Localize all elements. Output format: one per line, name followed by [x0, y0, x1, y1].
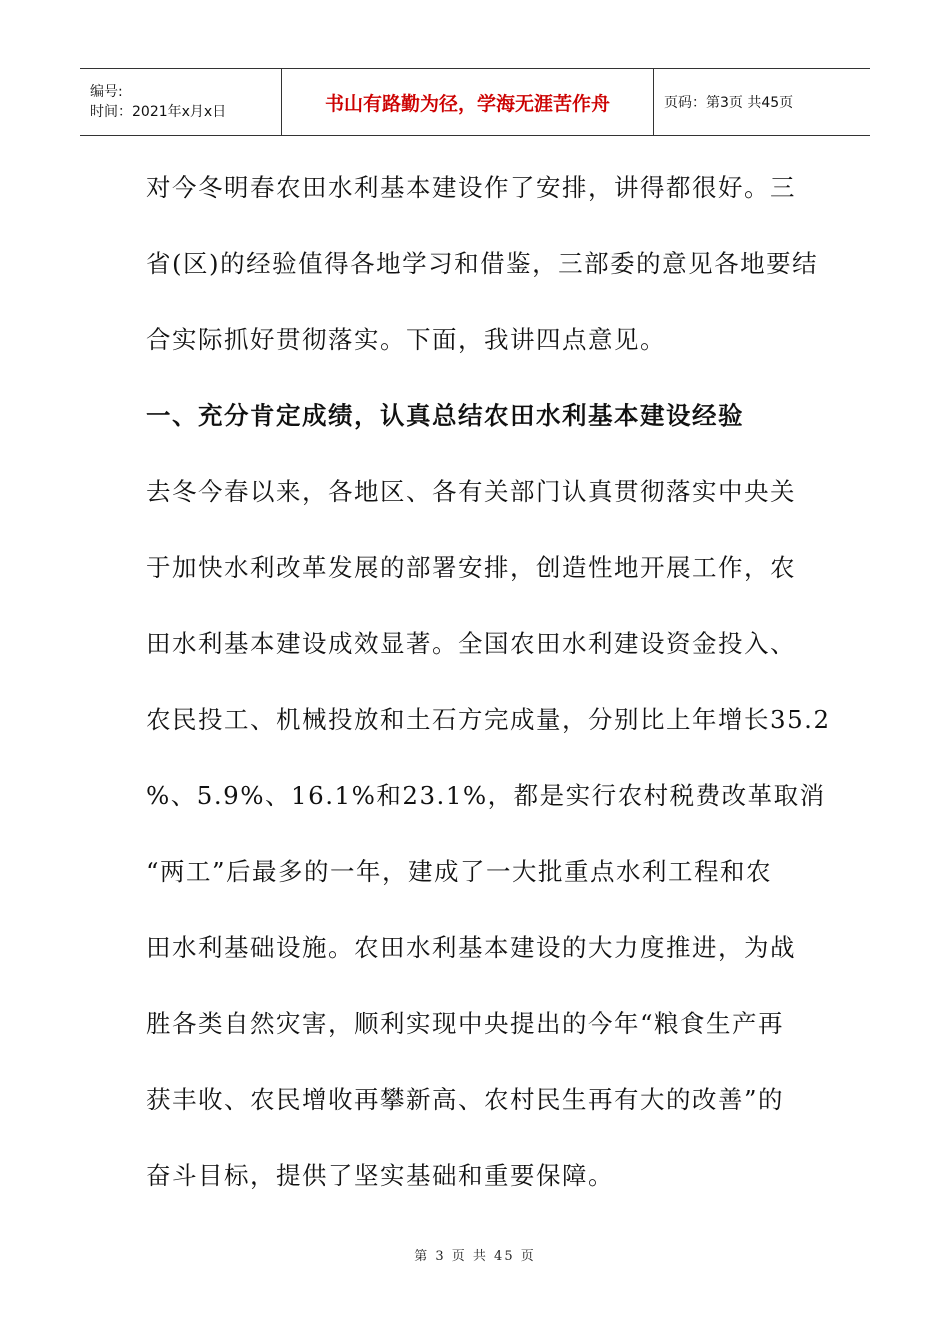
document-date-label: 时间：2021年x月x日 — [90, 104, 227, 120]
section-line: 农民投工、机械投放和土石方完成量，分别比上年增长35.2 — [146, 705, 831, 734]
section-line: 获丰收、农民增收再攀新高、农村民生再有大的改善”的 — [146, 1085, 785, 1114]
section-line: 田水利基础设施。农田水利基本建设的大力度推进，为战 — [146, 933, 796, 962]
section-line: 奋斗目标，提供了坚实基础和重要保障。 — [146, 1161, 614, 1190]
page-footer: 第 3 页 共 45 页 — [414, 1249, 536, 1264]
section-line: 胜各类自然灾害，顺利实现中央提出的今年“粮食生产再 — [146, 1009, 785, 1038]
section-line: 去冬今春以来，各地区、各有关部门认真贯彻落实中央关 — [146, 477, 796, 506]
section-line: %、5.9%、16.1%和23.1%，都是实行农村税费改革取消 — [146, 781, 826, 810]
section-line: 田水利基本建设成效显著。全国农田水利建设资金投入、 — [146, 629, 796, 658]
section-heading: 一、充分肯定成绩，认真总结农田水利基本建设经验 — [146, 401, 744, 430]
section-line: 于加快水利改革发展的部署安排，创造性地开展工作，农 — [146, 553, 796, 582]
body-line: 对今冬明春农田水利基本建设作了安排，讲得都很好。三 — [146, 173, 796, 202]
document-number-label: 编号: — [90, 84, 123, 100]
header-motto: 书山有路勤为径，学海无涯苦作舟 — [282, 69, 654, 135]
body-line: 合实际抓好贯彻落实。下面，我讲四点意见。 — [146, 325, 666, 354]
header-meta — [80, 69, 282, 135]
body-line: 省(区)的经验值得各地学习和借鉴，三部委的意见各地要结 — [146, 249, 819, 278]
document-body — [146, 150, 831, 1214]
header-page-info: 页码：第3页 共45页 — [664, 95, 794, 111]
page-header — [80, 68, 870, 136]
section-line: “两工”后最多的一年，建成了一大批重点水利工程和农 — [146, 857, 773, 886]
